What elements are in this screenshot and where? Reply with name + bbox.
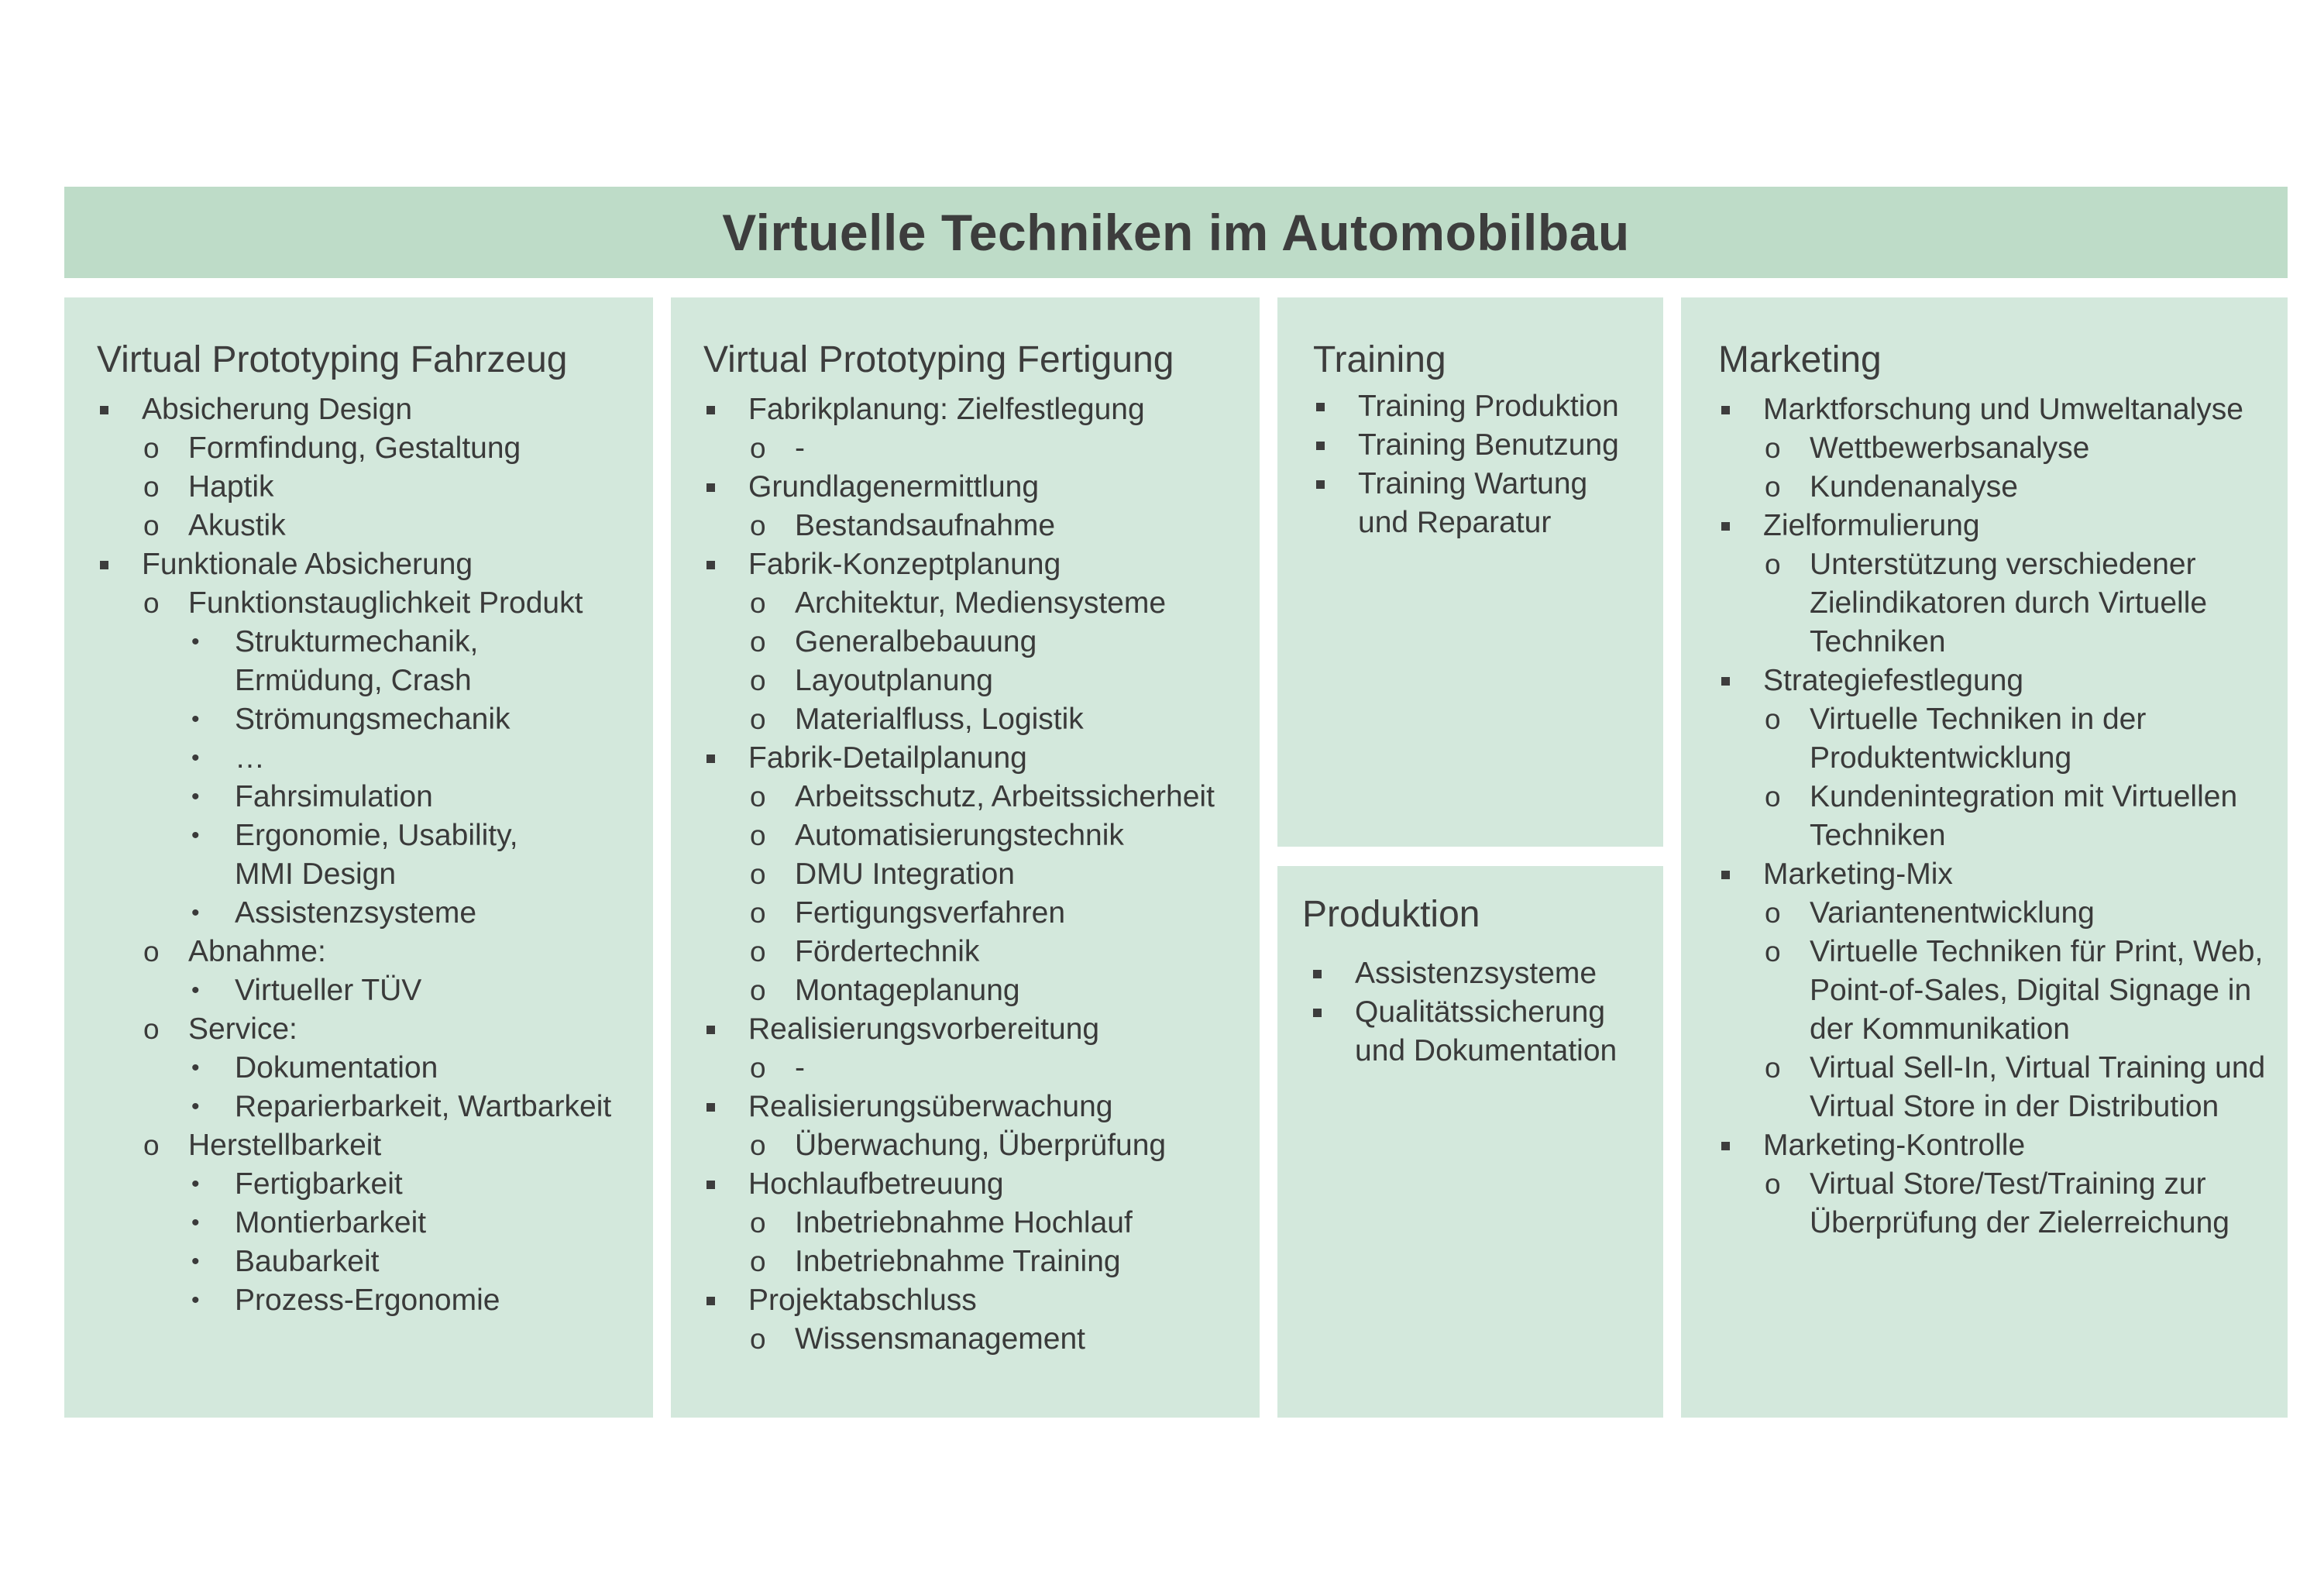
list-item-text: Materialfluss, Logistik [795,702,1084,736]
list-item [1765,545,2288,662]
list-item [703,1088,1260,1165]
list-level-2 [750,1320,1260,1359]
list-level-1 [703,390,1260,1359]
list-item [750,933,1260,971]
list-item [750,971,1260,1010]
list-item-text: Fabrikplanung: Zielfestlegung [748,392,1145,426]
list-item-text: Kundenintegration mit Virtuellen Techniken [1810,779,2238,852]
panel-heading: Training [1313,339,1446,380]
list-item [750,894,1260,933]
list-item-text: Fahrsimulation [235,779,433,813]
list-item-text: Virtuelle Techniken für Print, Web, Point-of-Sales, Digital Signage in der Kommunikation [1810,934,2264,1046]
list-item [1765,468,2288,507]
list-level-2 [1765,700,2288,855]
list-level-2 [1765,1165,2288,1243]
list-item-text: Strategiefestlegung [1763,663,2024,697]
list-item [750,662,1260,700]
list-item-text: Virtueller TÜV [235,973,422,1007]
list-item [1765,1049,2288,1126]
list-item-text: Marketing-Mix [1763,857,1953,891]
list-item-text: Fertigbarkeit [235,1167,403,1201]
list-item [703,390,1260,468]
list-level-2 [1765,894,2288,1126]
list-item [750,855,1260,894]
panel-produktion [1277,866,1663,1418]
list-level-2 [750,429,1260,468]
list-item [1765,700,2288,778]
list-item [190,1088,653,1126]
list-item [143,933,653,1010]
list-item [750,429,1260,468]
list-item-text: Training Produktion [1358,389,1619,423]
list-item [143,584,653,933]
list-item [750,623,1260,662]
panel-list [97,390,653,1320]
list-level-2 [1765,545,2288,662]
list-level-1 [1310,954,1663,1071]
list-item [750,1204,1260,1243]
list-item-text: Baubarkeit [235,1244,380,1278]
list-item [1313,426,1663,465]
list-item [1765,1165,2288,1243]
list-item-text: Arbeitsschutz, Arbeitssicherheit [795,779,1215,813]
list-level-2 [750,778,1260,1010]
panel-marketing [1681,297,2288,1418]
list-item-text: Bestandsaufnahme [795,508,1056,542]
list-item [750,1243,1260,1281]
list-item-text: Prozess-Ergonomie [235,1283,500,1317]
list-item-text: Absicherung Design [142,392,413,426]
panel-heading: Produktion [1302,894,1480,935]
list-item-text: Fördertechnik [795,934,980,968]
list-item [143,1126,653,1320]
list-item [1310,954,1663,993]
list-item-text: - [795,431,805,465]
list-item [1313,387,1663,426]
list-item-text: Reparierbarkeit, Wartbarkeit [235,1089,612,1123]
list-item-text: Inbetriebnahme Hochlauf [795,1205,1133,1239]
list-level-1 [1313,387,1663,542]
list-level-2 [750,1049,1260,1088]
list-item [190,1049,653,1088]
list-item [1313,465,1663,542]
list-item-text: Inbetriebnahme Training [795,1244,1121,1278]
list-item-text: DMU Integration [795,857,1015,891]
list-item-text: Variantenentwicklung [1810,895,2095,930]
panel-heading: Virtual Prototyping Fahrzeug [97,339,568,380]
panel-heading: Virtual Prototyping Fertigung [703,339,1174,380]
panel-list [1310,954,1663,1071]
list-item [190,816,653,894]
list-item-text: Abnahme: [188,934,326,968]
list-item-text: Training Benutzung [1358,428,1619,462]
list-item [1718,1126,2288,1243]
list-item-text: Assistenzsysteme [235,895,477,930]
list-item [703,1281,1260,1359]
list-item [190,778,653,816]
list-item-text: Funktionstauglichkeit Produkt [188,586,583,620]
panel-list [1313,387,1663,542]
list-item [143,1010,653,1126]
list-item [190,1204,653,1243]
list-item [143,507,653,545]
list-item-text: Architektur, Mediensysteme [795,586,1167,620]
list-item-text: Haptik [188,469,274,504]
list-item-text: Virtual Sell-In, Virtual Training und Virtual Store in der Distribution [1810,1050,2266,1123]
panel-list [703,390,1260,1359]
list-item-text: Überwachung, Überprüfung [795,1128,1167,1162]
list-item [1310,993,1663,1071]
list-item-text: Virtual Store/Test/Training zur Überprüfung der Zielerreichung [1810,1167,2229,1239]
panel-virtual-prototyping-fahrzeug [64,297,653,1418]
list-item-text: Service: [188,1012,297,1046]
list-item-text: Realisierungsüberwachung [748,1089,1113,1123]
list-level-2 [1765,429,2288,507]
list-item [703,739,1260,1010]
list-item-text: Generalbebauung [795,624,1037,658]
list-item-text: Grundlagenermittlung [748,469,1040,504]
list-item [750,584,1260,623]
list-item-text: Dokumentation [235,1050,438,1084]
list-item [190,700,653,739]
list-item-text: Fabrik-Konzeptplanung [748,547,1061,581]
list-item [1718,855,2288,1126]
list-item-text: Fertigungsverfahren [795,895,1066,930]
list-item-text: Funktionale Absicherung [142,547,473,581]
list-item-text: Unterstützung verschiedener Zielindikatoren durch Virtuelle Techniken [1810,547,2208,658]
list-item [143,429,653,468]
list-level-3 [190,623,653,933]
list-item-text: Wettbewerbsanalyse [1810,431,2090,465]
list-item-text: Virtuelle Techniken in der Produktentwicklung [1810,702,2147,775]
panel-virtual-prototyping-fertigung [671,297,1260,1418]
list-item-text: Assistenzsysteme [1355,956,1597,990]
list-item-text: Zielformulierung [1763,508,1980,542]
list-item [190,1243,653,1281]
panel-list [1718,390,2288,1243]
list-item-text: Akustik [188,508,286,542]
list-item-text: … [235,741,265,775]
diagram-title: Virtuelle Techniken im Automobilbau [722,204,1630,261]
list-item-text: Fabrik-Detailplanung [748,741,1027,775]
list-level-2 [143,584,653,1320]
list-item [97,545,653,1320]
list-item [97,390,653,545]
list-item [703,1165,1260,1281]
list-item [190,1281,653,1320]
list-level-2 [750,1204,1260,1281]
list-item [143,468,653,507]
title-banner [64,187,2288,278]
list-item [703,1010,1260,1088]
list-level-3 [190,971,653,1010]
list-item [190,739,653,778]
list-item-text: Realisierungsvorbereitung [748,1012,1100,1046]
list-item-text: Montierbarkeit [235,1205,427,1239]
list-item-text: Strukturmechanik, Ermüdung, Crash [235,624,479,697]
list-item [1718,507,2288,662]
list-item-text: Strömungsmechanik [235,702,511,736]
list-item [703,468,1260,545]
list-item [190,894,653,933]
list-item-text: Montageplanung [795,973,1020,1007]
list-item-text: Automatisierungstechnik [795,818,1124,852]
list-item [1718,662,2288,855]
list-item-text: Hochlaufbetreuung [748,1167,1004,1201]
list-level-2 [750,507,1260,545]
list-item [750,1126,1260,1165]
list-item [750,1320,1260,1359]
list-item [750,700,1260,739]
list-item-text: Training Wartung und Reparatur [1358,466,1588,539]
list-level-3 [190,1165,653,1320]
list-item-text: - [795,1050,805,1084]
list-item-text: Marktforschung und Umweltanalyse [1763,392,2243,426]
list-item [1765,429,2288,468]
list-item [1718,390,2288,507]
list-item-text: Ergonomie, Usability, MMI Design [235,818,518,891]
list-level-3 [190,1049,653,1126]
list-item-text: Projektabschluss [748,1283,977,1317]
panel-heading: Marketing [1718,339,1882,380]
panel-training [1277,297,1663,847]
list-item-text: Qualitätssicherung und Dokumentation [1355,995,1618,1067]
list-item [190,623,653,700]
list-item-text: Herstellbarkeit [188,1128,382,1162]
list-level-2 [750,1126,1260,1165]
list-level-2 [143,429,653,545]
list-item-text: Kundenanalyse [1810,469,2018,504]
list-item-text: Wissensmanagement [795,1322,1085,1356]
list-item-text: Marketing-Kontrolle [1763,1128,2026,1162]
list-item-text: Formfindung, Gestaltung [188,431,521,465]
list-item [750,778,1260,816]
list-item [190,971,653,1010]
list-level-1 [97,390,653,1320]
list-level-1 [1718,390,2288,1243]
list-item [750,816,1260,855]
list-item [190,1165,653,1204]
list-level-2 [750,584,1260,739]
list-item [1765,778,2288,855]
list-item [1765,894,2288,933]
list-item [703,545,1260,739]
list-item [1765,933,2288,1049]
list-item [750,507,1260,545]
list-item [750,1049,1260,1088]
list-item-text: Layoutplanung [795,663,993,697]
